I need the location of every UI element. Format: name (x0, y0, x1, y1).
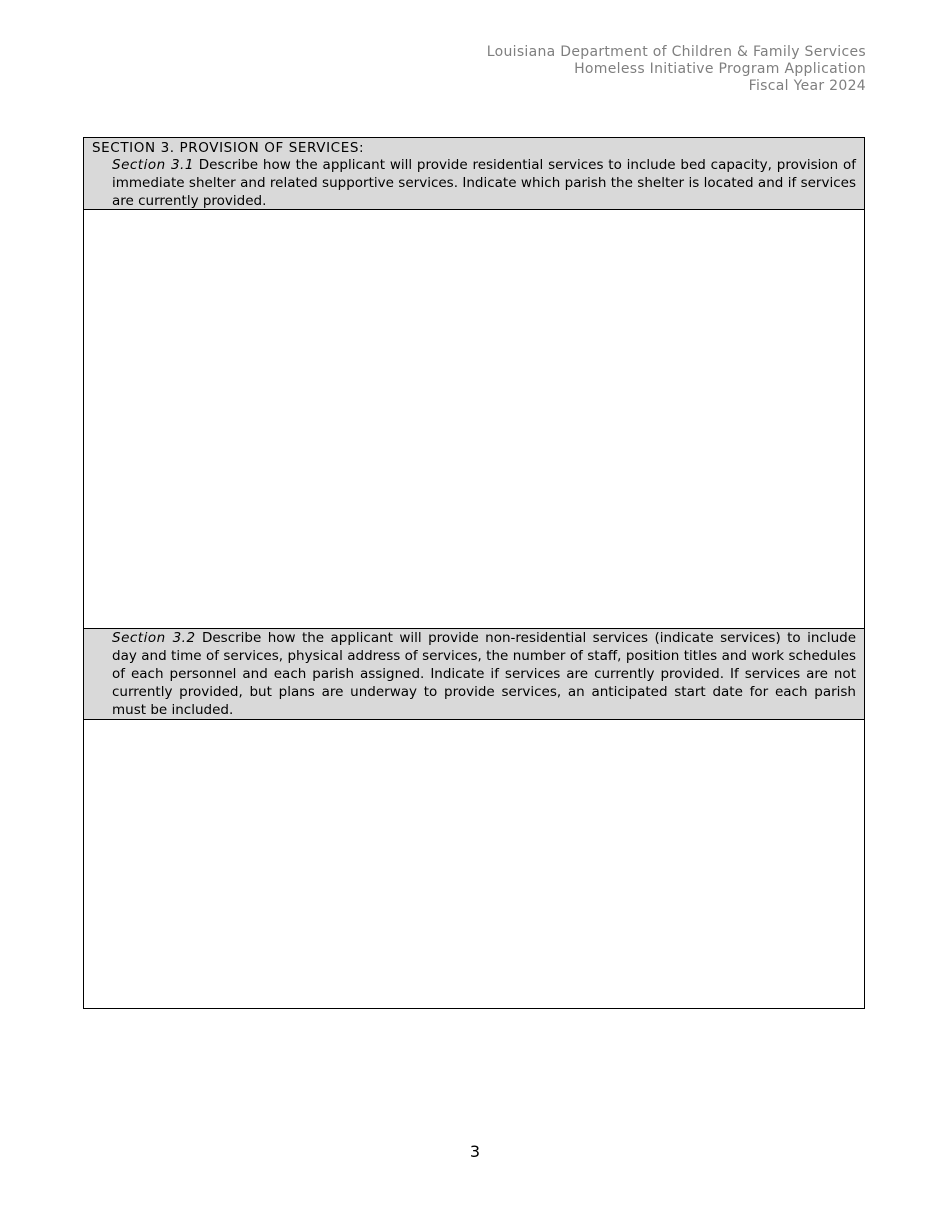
header-fiscal-year: Fiscal Year 2024 (748, 78, 866, 94)
section-3-1-label: Section 3.1 (112, 157, 194, 173)
section-3-1-prompt (84, 156, 864, 211)
section-3-2-label: Section 3.2 (112, 630, 196, 646)
header-department: Louisiana Department of Children & Family Services (486, 44, 866, 60)
section-3-1-prompt-cell (84, 138, 864, 210)
section-3-1-answer-field[interactable] (84, 210, 864, 629)
section-3-2-prompt (84, 629, 864, 720)
section-3-2-answer-field[interactable] (84, 720, 864, 1008)
section-3-2-text: Describe how the applicant will provide non-residential services (indicate services) to include day and time of services, physical address of services, the number of staff, position titles and work schedules of each personnel and each parish assigned. Indicate if services are currently provided. If services are not currently provided, but plans are underway to provide services, an anticipated start date for each parish must be included. (112, 630, 857, 718)
section-3-1-text: Describe how the applicant will provide residential services to include bed capacity, provision of immediate shelter and related supportive services. Indicate which parish the shelter is located and if services are currently provided. (112, 157, 857, 209)
section-3-title: SECTION 3. PROVISION OF SERVICES: (92, 140, 365, 156)
header-program: Homeless Initiative Program Application (574, 61, 866, 77)
section-3-form (83, 137, 865, 1009)
section-3-2-prompt-cell (84, 629, 864, 720)
page-number: 3 (469, 1142, 481, 1161)
document-header (487, 44, 866, 95)
